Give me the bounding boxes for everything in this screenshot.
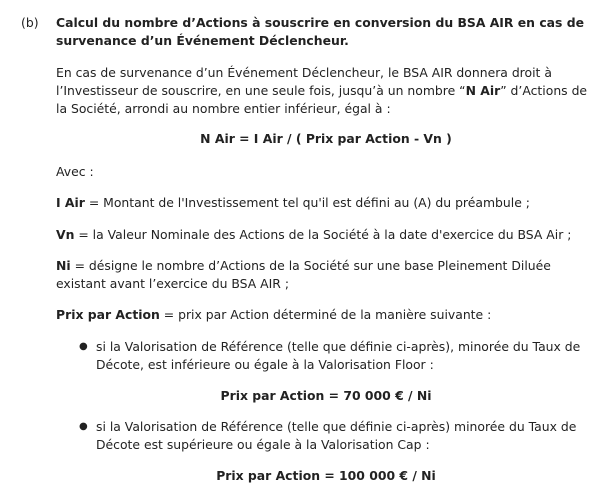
avec-label: Avec : — [56, 164, 94, 179]
definition-text: = prix par Action déterminé de la manière suivante : — [159, 307, 492, 322]
main-formula: N Air = I Air / ( Prix par Action - Vn ) — [200, 131, 452, 146]
section-label: (b) — [21, 15, 39, 30]
section-title: Calcul du nombre d’Actions à souscrire en conversion du BSA AIR en cas de survenance d’un Événement Déclencheur. — [56, 15, 584, 48]
intro-term: N Air — [465, 83, 501, 98]
definition-i-air — [56, 194, 596, 212]
definition-ni — [56, 257, 596, 293]
bullet-icon: ● — [79, 341, 88, 352]
intro-text-after: ” d’Actions de la Société, arrondi au nombre entier inférieur, égal à : — [56, 83, 588, 116]
definition-vn — [56, 226, 596, 244]
bullet-1-formula: Prix par Action = 70 000 € / Ni — [220, 388, 432, 403]
definition-text: = Montant de l'Investissement tel qu'il est défini au (A) du préambule ; — [84, 195, 530, 210]
intro-text-before: En cas de survenance d’un Événement Déclencheur, le BSA AIR donnera droit à l’Investisseur de souscrire, en une seule fois, jusqu’à un nombre “ — [56, 65, 552, 98]
bullet-2-formula: Prix par Action = 100 000 € / Ni — [216, 468, 436, 483]
intro-paragraph — [56, 64, 596, 118]
definition-term: I Air — [56, 195, 85, 210]
definition-text: = désigne le nombre d’Actions de la Société sur une base Pleinement Diluée existant avant l’exercice du BSA AIR ; — [56, 258, 551, 291]
definition-text: = la Valeur Nominale des Actions de la Société à la date d'exercice du BSA Air ; — [74, 227, 572, 242]
definition-term: Vn — [56, 227, 75, 242]
definition-prix-par-action — [56, 306, 596, 324]
bullet-1-text: si la Valorisation de Référence (telle que définie ci-après), minorée du Taux de Décote, est inférieure ou égale à la Valorisation Floor : — [96, 339, 581, 372]
definition-term: Prix par Action — [56, 307, 160, 322]
bullet-icon: ● — [79, 421, 88, 432]
definition-term: Ni — [56, 258, 71, 273]
bullet-2-text: si la Valorisation de Référence (telle que définie ci-après) minorée du Taux de Décote est supérieure ou égale à la Valorisation Cap : — [96, 419, 577, 452]
